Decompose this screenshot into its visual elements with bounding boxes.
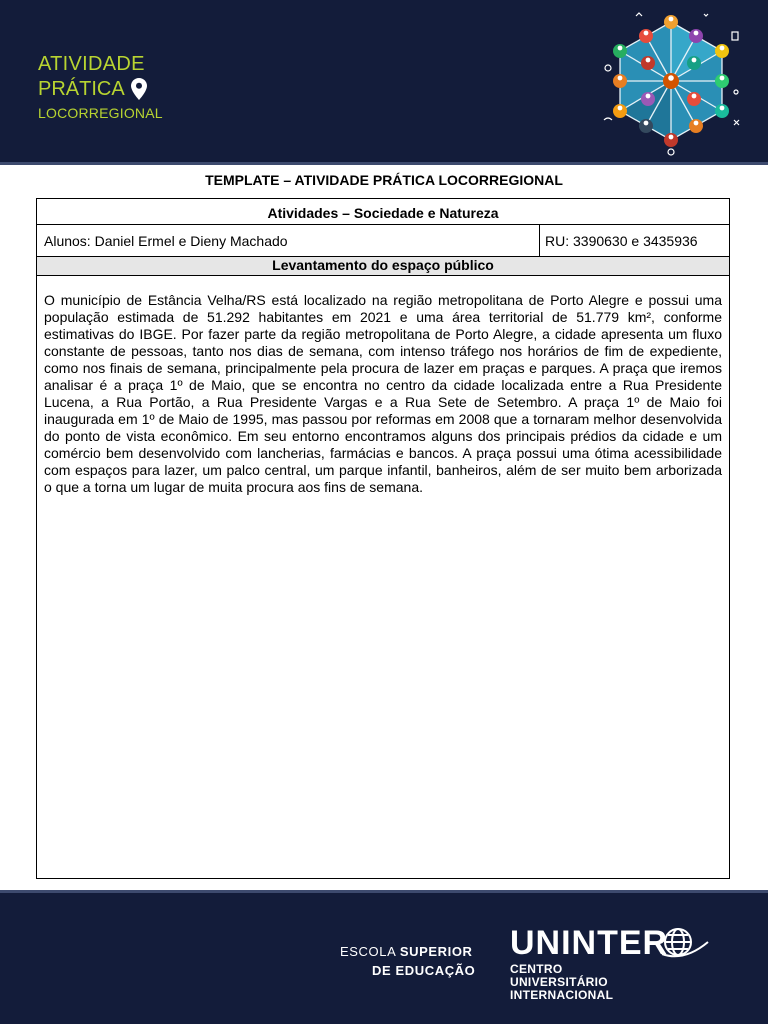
escola-line-2: DE EDUCAÇÃO bbox=[372, 963, 476, 978]
brand-line-2: PRÁTICA bbox=[38, 78, 125, 100]
activity-heading: Atividades – Sociedade e Natureza bbox=[37, 199, 729, 225]
escola-word: ESCOLA bbox=[340, 944, 400, 959]
escola-line-1 bbox=[340, 942, 475, 961]
uninter-sub-1: CENTRO bbox=[510, 962, 563, 976]
uninter-sub-2: UNIVERSITÁRIO bbox=[510, 975, 608, 989]
students-names: Alunos: Daniel Ermel e Dieny Machado bbox=[44, 233, 288, 249]
escola-superior-logo bbox=[340, 942, 475, 980]
students-row bbox=[37, 225, 729, 257]
document-title: TEMPLATE – ATIVIDADE PRÁTICA LOCORREGIONAL bbox=[205, 172, 563, 188]
section-heading: Levantamento do espaço público bbox=[37, 257, 729, 276]
map-pin-icon bbox=[131, 78, 147, 100]
uninter-sub-3: INTERNACIONAL bbox=[510, 988, 614, 1002]
uninter-globe-logo-icon bbox=[660, 924, 710, 964]
page-header bbox=[0, 0, 768, 162]
brand-line-3: LOCORREGIONAL bbox=[38, 105, 163, 121]
brand-line-2-row bbox=[38, 76, 163, 102]
section-body-text: O município de Estância Velha/RS está localizado na região metropolitana de Porto Alegre e possui uma população estimada de 51.292 habitantes em 2021 e uma área territorial de 51.779 km², conforme estimativas do IBGE. Por fazer parte da região metropolitana de Porto Alegre, a cidade apresenta um fluxo constante de pessoas, tanto nos dias de semana, com intenso tráfego nos horários de fim de expediente, como nos finais de semana, principalmente pela procura de lazer em praças e parques. A praça que iremos analisar é a praça 1º de Maio, que se encontra no centro da cidade localizada entre a Rua Presidente Lucena, a Rua Portão, a Rua Presidente Vargas e a Rua Sete de Setembro. A praça 1º de Maio foi inaugurada em 1º de Maio de 1995, mas passou por reformas em 2008 que a tornaram melhor desenvolvida do ponto de vista econômico. Em seu entorno encontramos alguns dos principais prédios da cidade e um comércio bem desenvolvido com lancherias, farmácias e bancos. A praça possui uma ótima acessibilidade com espaços para lazer, um palco central, um parque infantil, banheiros, além de ser muito bem arborizada o que a torna um lugar de muita procura aos fins de semana. bbox=[44, 292, 722, 495]
activity-table bbox=[36, 198, 730, 879]
column-divider bbox=[539, 225, 540, 256]
header-divider bbox=[0, 162, 768, 165]
brand-line-1: ATIVIDADE bbox=[38, 53, 145, 75]
people-network-globe-icon bbox=[596, 8, 746, 158]
superior-word: SUPERIOR bbox=[399, 944, 473, 959]
uninter-name: UNINTER bbox=[510, 924, 669, 962]
brand-title bbox=[38, 52, 163, 124]
uninter-logo bbox=[510, 924, 668, 1001]
student-ru: RU: 3390630 e 3435936 bbox=[545, 233, 698, 249]
